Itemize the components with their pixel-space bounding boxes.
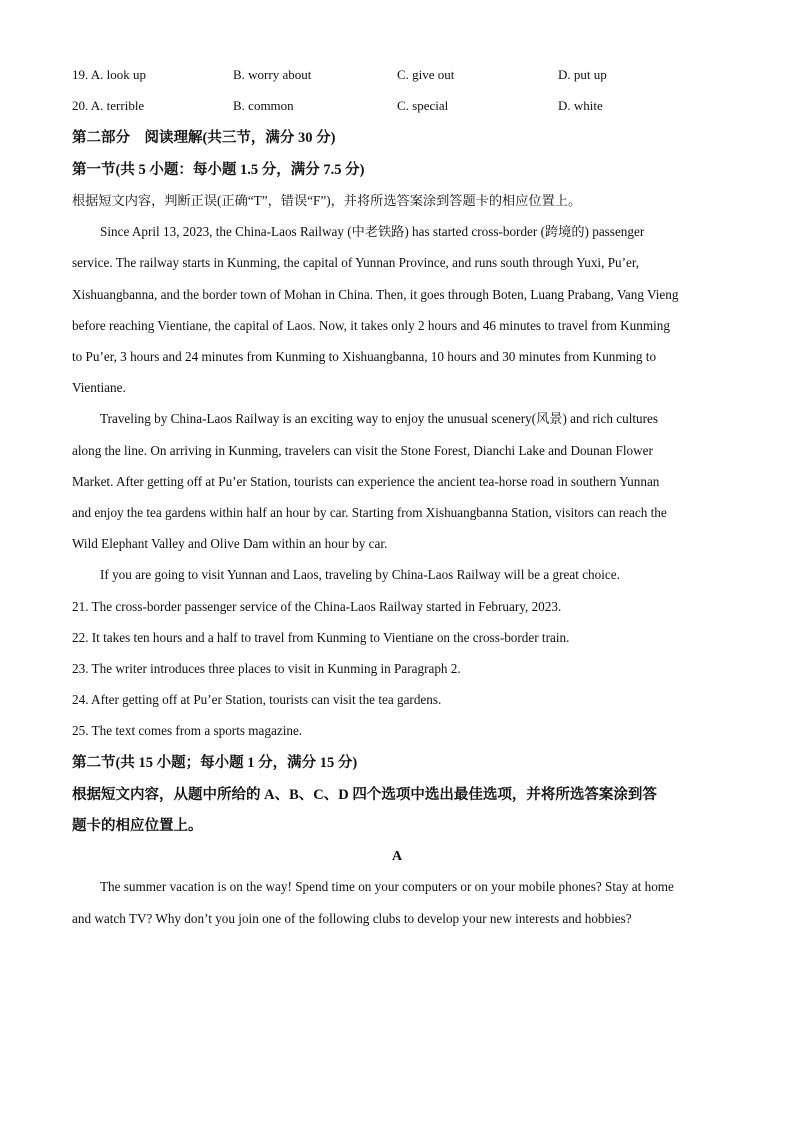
passage-a-title: A — [391, 849, 403, 864]
option-d: D. white — [558, 98, 603, 113]
section1-heading: 第一节(共 5 小题：每小题 1.5 分，满分 7.5 分) — [72, 162, 365, 178]
option-c: C. give out — [397, 67, 455, 82]
passage-line: before reaching Vientiane, the capital of Laos. Now, it takes only 2 hours and 46 minutes to travel from Kunming — [72, 318, 670, 333]
passage-line: Traveling by China-Laos Railway is an exciting way to enjoy the unusual scenery(风景) and rich cultures — [100, 411, 659, 426]
option-row-19 — [0, 67, 794, 87]
question-21: 21. The cross-border passenger service of the China-Laos Railway started in February, 2023. — [72, 599, 562, 614]
passage-line: Market. After getting off at Pu’er Station, tourists can experience the ancient tea-horse road in southern Yunnan — [72, 474, 660, 489]
passage-line: service. The railway starts in Kunming, the capital of Yunnan Province, and runs south through Yuxi, Pu’er, — [72, 255, 640, 270]
passage-line: Xishuangbanna, and the border town of Mohan in China. Then, it goes through Boten, Luang Prabang, Vang Vieng — [72, 287, 679, 302]
section1-instruction: 根据短文内容，判断正误(正确“T”，错误“F”)，并将所选答案涂到答题卡的相应位置上。 — [72, 193, 582, 208]
option-d: D. put up — [558, 67, 607, 82]
section2-heading: 第二节(共 15 小题；每小题 1 分，满分 15 分) — [72, 755, 358, 771]
passage-line: Wild Elephant Valley and Olive Dam within an hour by car. — [72, 536, 388, 551]
section2-instruction: 题卡的相应位置上。 — [72, 818, 203, 834]
question-25: 25. The text comes from a sports magazine. — [72, 723, 303, 738]
option-row-20 — [0, 98, 794, 118]
section2-instruction: 根据短文内容，从题中所给的 A、B、C、D 四个选项中选出最佳选项，并将所选答案涂到答 — [72, 787, 657, 803]
question-24: 24. After getting off at Pu’er Station, tourists can visit the tea gardens. — [72, 692, 442, 707]
question-22: 22. It takes ten hours and a half to travel from Kunming to Vientiane on the cross-border train. — [72, 630, 570, 645]
passage-line: Vientiane. — [72, 380, 126, 395]
option-a: 19. A. look up — [72, 67, 147, 82]
passage-line: and enjoy the tea gardens within half an hour by car. Starting from Xishuangbanna Station, visitors can reach the — [72, 505, 667, 520]
passage-line: along the line. On arriving in Kunming, travelers can visit the Stone Forest, Dianchi Lake and Dounan Flower — [72, 443, 653, 458]
passage-line: Since April 13, 2023, the China-Laos Railway (中老铁路) has started cross-border (跨境的) passenger — [100, 224, 645, 239]
option-a: 20. A. terrible — [72, 98, 145, 113]
option-c: C. special — [397, 98, 449, 113]
option-b: B. common — [233, 98, 294, 113]
passage-a-line: and watch TV? Why don’t you join one of the following clubs to develop your new interests and hobbies? — [72, 911, 632, 926]
passage-line: to Pu’er, 3 hours and 24 minutes from Kunming to Xishuangbanna, 10 hours and 30 minutes from Kunming to — [72, 349, 657, 364]
question-23: 23. The writer introduces three places to visit in Kunming in Paragraph 2. — [72, 661, 461, 676]
passage-line: If you are going to visit Yunnan and Laos, traveling by China-Laos Railway will be a great choice. — [100, 567, 620, 582]
part2-heading: 第二部分 阅读理解(共三节，满分 30 分) — [72, 130, 336, 146]
passage-a-line: The summer vacation is on the way! Spend time on your computers or on your mobile phones? Stay at home — [100, 879, 674, 894]
option-b: B. worry about — [233, 67, 312, 82]
